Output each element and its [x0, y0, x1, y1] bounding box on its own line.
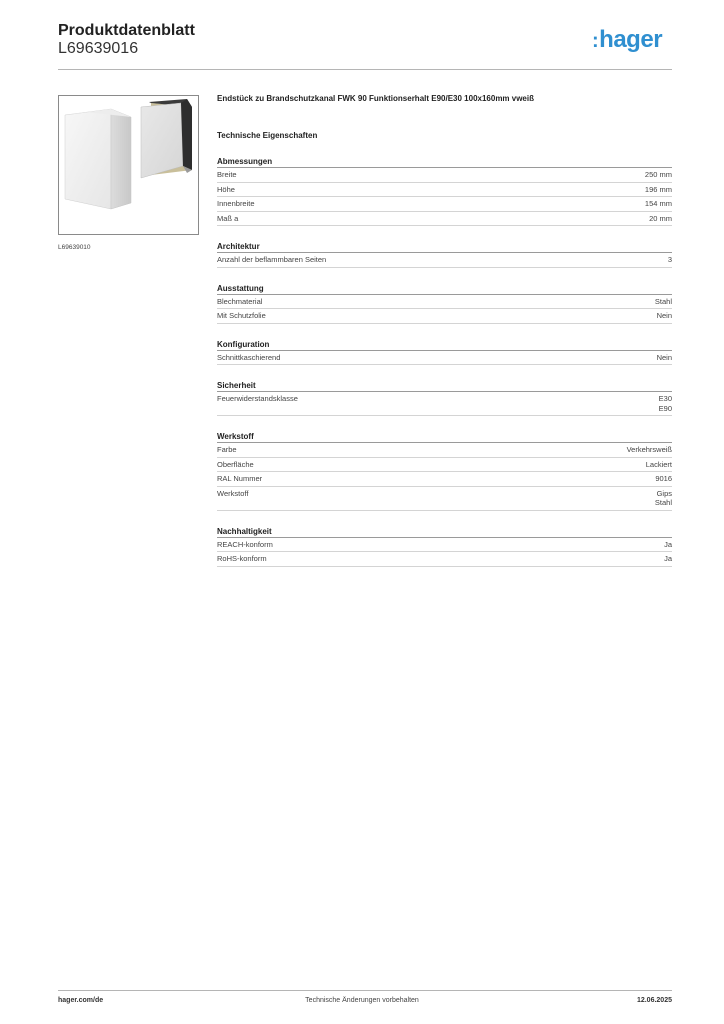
spec-label: Schnittkaschierend	[217, 352, 281, 362]
spec-row	[217, 538, 672, 553]
spec-value-line: 250 mm	[644, 170, 672, 179]
footer-disclaimer: Technische Änderungen vorbehalten	[305, 997, 419, 1004]
spec-value-line: Ja	[664, 554, 672, 563]
spec-section	[217, 526, 672, 567]
spec-value-line: Nein	[656, 311, 672, 320]
spec-label: Werkstoff	[217, 488, 249, 498]
spec-value	[627, 445, 672, 455]
footer-date: 12.06.2025	[636, 997, 672, 1004]
spec-value	[664, 554, 672, 564]
spec-label: Mit Schutzfolie	[217, 311, 266, 320]
spec-row	[217, 253, 672, 268]
spec-row	[217, 168, 672, 183]
spec-sections	[217, 156, 672, 567]
spec-row	[217, 212, 672, 227]
page-title: Produktdatenblatt	[58, 22, 195, 39]
spec-label: Breite	[217, 170, 237, 179]
spec-section	[217, 339, 672, 366]
spec-row	[217, 458, 672, 473]
spec-section	[217, 380, 672, 416]
spec-label: REACH-konform	[217, 539, 273, 549]
spec-row	[217, 309, 672, 324]
spec-value	[657, 353, 672, 363]
footer-divider	[58, 990, 672, 991]
spec-value-line: 154 mm	[644, 199, 672, 208]
spec-row	[217, 197, 672, 212]
logo-text: hager	[599, 26, 663, 53]
spec-value-line: Gips	[656, 488, 672, 498]
spec-label: Blechmaterial	[217, 296, 263, 306]
spec-label: Maß a	[217, 213, 239, 223]
spec-value	[655, 489, 672, 508]
spec-value-line: 20 mm	[649, 213, 672, 223]
spec-value-line: E30	[658, 394, 672, 403]
spec-content	[217, 94, 672, 567]
spec-value-line: Lackiert	[645, 459, 672, 469]
spec-value	[645, 170, 672, 180]
spec-row	[217, 552, 672, 567]
spec-value	[649, 214, 672, 224]
spec-section	[217, 431, 672, 511]
spec-value-line: Verkehrsweiß	[626, 445, 672, 454]
product-title: Endstück zu Brandschutzkanal FWK 90 Funktionserhalt E90/E30 100x160mm vweiß	[217, 94, 534, 103]
spec-value-line: 9016	[655, 474, 672, 483]
spec-value-line: E90	[658, 403, 672, 413]
product-code: L69639016	[58, 40, 139, 57]
spec-label: Feuerwiderstandsklasse	[217, 394, 298, 403]
image-caption: L69639010	[58, 244, 91, 251]
spec-row	[217, 472, 672, 487]
spec-row	[217, 392, 672, 416]
product-image	[58, 95, 199, 235]
spec-value-line: 3	[667, 255, 672, 264]
spec-value	[668, 255, 672, 265]
section-heading: Werkstoff	[217, 431, 672, 443]
spec-value	[645, 185, 672, 195]
spec-label: Höhe	[217, 184, 235, 194]
spec-row	[217, 487, 672, 511]
spec-row	[217, 351, 672, 366]
spec-section	[217, 283, 672, 324]
spec-value-line: Nein	[656, 352, 672, 362]
product-image-illustration	[59, 96, 198, 234]
section-heading: Konfiguration	[217, 339, 672, 351]
header-divider	[58, 69, 672, 70]
spec-value-line: Stahl	[654, 498, 672, 507]
spec-value	[659, 394, 672, 413]
spec-value-line: Ja	[664, 539, 672, 549]
spec-value	[655, 474, 672, 484]
spec-value-line: Stahl	[654, 296, 672, 306]
spec-label: Innenbreite	[217, 199, 255, 208]
spec-label: Farbe	[217, 445, 237, 454]
hager-logo: :hager	[592, 26, 663, 53]
tech-properties-title: Technische Eigenschaften	[217, 131, 318, 140]
section-heading: Ausstattung	[217, 283, 672, 295]
spec-row	[217, 295, 672, 310]
spec-label: Oberfläche	[217, 459, 254, 469]
spec-row	[217, 443, 672, 458]
section-heading: Abmessungen	[217, 156, 672, 168]
spec-value	[657, 311, 672, 321]
spec-value	[646, 460, 672, 470]
spec-row	[217, 183, 672, 198]
spec-section	[217, 156, 672, 226]
section-heading: Sicherheit	[217, 380, 672, 392]
section-heading: Architektur	[217, 241, 672, 253]
footer-website: hager.com/de	[58, 997, 104, 1004]
spec-value	[645, 199, 672, 209]
spec-value-line: 196 mm	[644, 184, 672, 194]
spec-label: Anzahl der beflammbaren Seiten	[217, 255, 327, 264]
spec-label: RAL Nummer	[217, 474, 263, 483]
spec-section	[217, 241, 672, 268]
spec-label: RoHS-konform	[217, 554, 267, 563]
spec-value	[664, 540, 672, 550]
spec-value	[655, 297, 672, 307]
section-heading: Nachhaltigkeit	[217, 526, 672, 538]
